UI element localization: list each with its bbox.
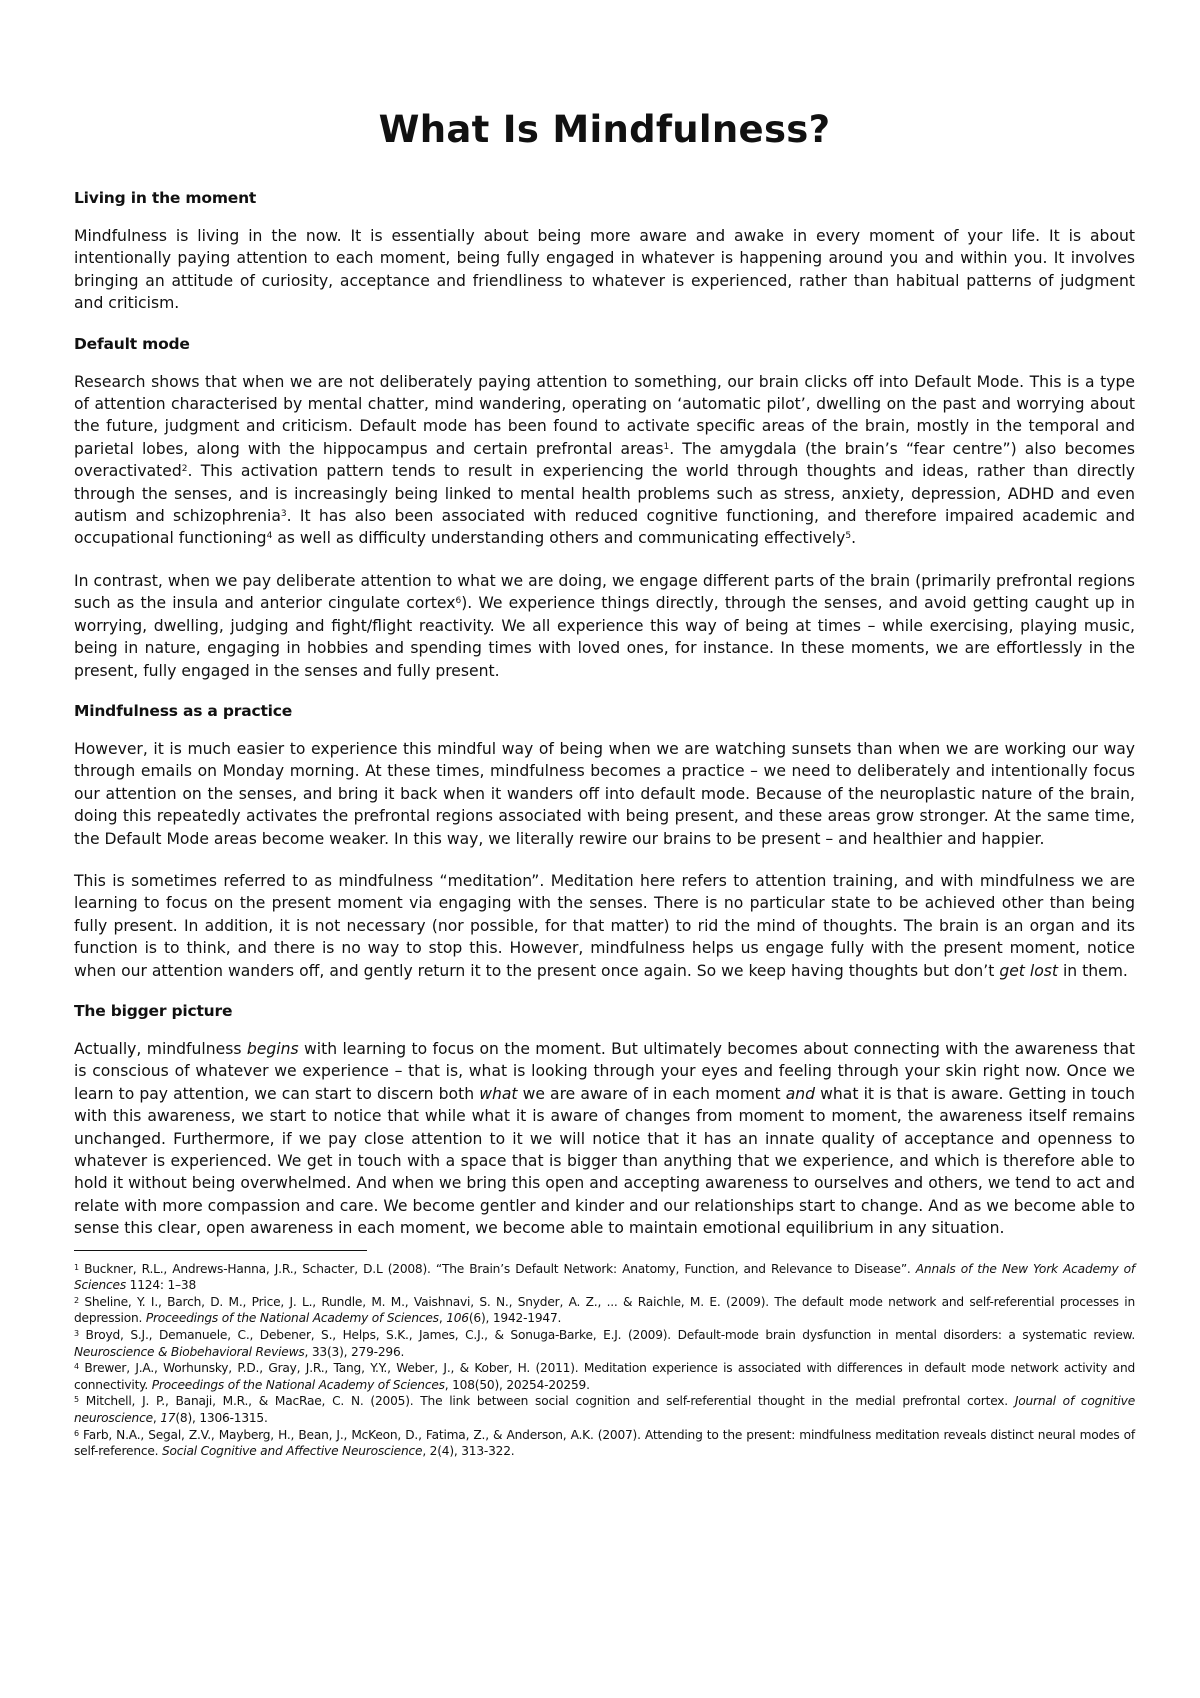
- page-title: What Is Mindfulness?: [378, 108, 831, 151]
- footnote-ref-4: 4: [266, 531, 273, 542]
- text-run: Research shows that when we are not deliberately paying attention to something, our brain clicks off into Default Mode. This is a type of attention characterised by mental chatter, mind wandering, operating on ‘automatic pilot’, dwelling on the past and worrying about the future, judgment and criticism. Default mode has been found to activate specific areas of the brain, mostly in the temporal and parietal lobes, along with the hippocampus and certain prefrontal areas: [74, 372, 1135, 458]
- footnote-number: 3: [74, 1329, 79, 1338]
- footnote-text: ,: [152, 1410, 161, 1425]
- footnote-text: ,: [438, 1311, 447, 1326]
- paragraph-practice-2: [74, 870, 1135, 982]
- footnote-volume: 17: [160, 1410, 176, 1425]
- text-run: . It has also been associated with reduced cognitive functioning, and therefore impaired academic and occupational functioning: [74, 507, 1135, 548]
- footnote-text: Brewer, J.A., Worhunsky, P.D., Gray, J.R., Tang, Y.Y., Weber, J., & Kober, H. (2011). Meditation experience is associated with differences in default mode network activity and connectivity.: [74, 1361, 1135, 1392]
- footnote-text: , 33(3), 279-296.: [304, 1344, 405, 1359]
- footnote-ref-3: 3: [280, 509, 287, 520]
- text-run: . This activation pattern tends to result in experiencing the world through thoughts and ideas, rather than directly through the senses, and is increasingly being linked to mental health problems such as stress, anxiety, depression, ADHD and even autism and schizophrenia: [74, 462, 1135, 526]
- footnote-journal: Proceedings of the National Academy of Sciences: [145, 1311, 439, 1326]
- footnote-text: Farb, N.A., Segal, Z.V., Mayberg, H., Bean, J., McKeon, D., Fatima, Z., & Anderson, A.K. (2007). Attending to the present: mindfulness meditation reveals distinct neural modes of self-reference.: [74, 1427, 1135, 1459]
- footnote-6: [74, 1427, 1135, 1460]
- footnote-ref-1: 1: [663, 441, 670, 452]
- text-run: with learning to focus on the moment. But ultimately becomes about connecting with the awareness that is conscious of whatever we experience – that is, what is looking through your eyes and feeling through your skin right now. Once we learn to pay attention, we can start to discern both: [74, 1039, 1135, 1103]
- text-run: in them.: [1058, 961, 1128, 980]
- text-run: This is sometimes referred to as mindfulness “meditation”. Meditation here refers to attention training, and with mindfulness we are learning to focus on the present moment via engaging with the senses. There is no particular state to be achieved other than being fully present. In addition, it is not necessary (nor possible, for that matter) to rid the mind of thoughts. The brain is an organ and its function is to think, and there is no way to stop this. However, mindfulness helps us engage fully with the present moment, notice when our attention wanders off, and gently return it to the present once again. So we keep having thoughts but don’t: [74, 871, 1135, 980]
- emphasis-text: get lost: [999, 961, 1058, 980]
- paragraph-default-mode-1: [74, 371, 1135, 550]
- footnote-number: 6: [74, 1428, 79, 1438]
- footnote-ref-6: 6: [455, 596, 462, 607]
- footnote-text: , 108(50), 20254-20259.: [444, 1377, 590, 1392]
- emphasis-text: and: [785, 1084, 816, 1103]
- footnote-text: Buckner, R.L., Andrews-Hanna, J.R., Schacter, D.L (2008). “The Brain’s Default Network: Anatomy, Function, and Relevance to Disease”.: [84, 1261, 916, 1276]
- emphasis-text: what: [479, 1084, 518, 1103]
- text-run: Actually, mindfulness: [74, 1039, 247, 1058]
- paragraph-bigger-picture: [74, 1038, 1135, 1240]
- footnote-journal: Social Cognitive and Affective Neuroscience: [162, 1444, 423, 1459]
- text-run: ). We experience things directly, through the senses, and avoid getting caught up in worrying, dwelling, judging and fight/flight reactivity. We all experience this way of being at times – while exercising, playing music, being in nature, engaging in hobbies and spending times with loved ones, for instance. In these moments, we are effortlessly in the present, fully engaged in the senses and fully present.: [74, 594, 1136, 680]
- footnote-number: 2: [74, 1295, 79, 1305]
- section-heading-default-mode: Default mode: [74, 334, 190, 353]
- text-run: as well as difficulty understanding others and communicating effectively: [272, 529, 846, 548]
- footnote-text: Broyd, S.J., Demanuele, C., Debener, S., Helps, S.K., James, C.J., & Sonuga-Barke, E.J. (2009). Default-mode brain dysfunction in mental disorders: a systematic review.: [85, 1328, 1135, 1342]
- footnote-journal: Annals of the New York Academy of Sciences: [74, 1261, 1135, 1293]
- footnote-text: 1124: 1–38: [126, 1278, 197, 1293]
- footnote-text: (8), 1306-1315.: [175, 1410, 268, 1425]
- section-heading-bigger-picture: The bigger picture: [74, 1001, 233, 1020]
- footnote-5: [74, 1393, 1135, 1426]
- footnote-number: 4: [74, 1362, 79, 1372]
- footnote-text: Sheline, Y. I., Barch, D. M., Price, J. L., Rundle, M. M., Vaishnavi, S. N., Snyder, A. Z., ... & Raichle, M. E. (2009). The default mode network and self-referential processes in depression.: [74, 1294, 1135, 1326]
- text-run: . The amygdala (the brain’s “fear centre”) also becomes overactivated: [74, 439, 1136, 481]
- text-run: what it is that is aware. Getting in touch with this awareness, we start to notice that while what it is aware of changes from moment to moment, the awareness itself remains unchanged. Furthermore, if we pay close attention to it we will notice that it has an innate quality of acceptance and openness to whatever is experienced. We get in touch with a space that is bigger than anything that we experience, and which is therefore able to hold it without being overwhelmed. And when we bring this open and accepting awareness to ourselves and others, we tend to act and relate with more compassion and care. We become gentler and kinder and our relationships start to change. And as we become able to sense this clear, open awareness in each moment, we become able to maintain emotional equilibrium in any situation.: [74, 1084, 1135, 1238]
- text-run: we are aware of in each moment: [517, 1084, 786, 1103]
- paragraph-practice-1: However, it is much easier to experience this mindful way of being when we are watching sunsets than when we are working our way through emails on Monday morning. At these times, mindfulness becomes a practice – we need to deliberately and intentionally focus our attention on the senses, and bring it back when it wanders off into default mode. Because of the neuroplastic nature of the brain, doing this repeatedly activates the prefrontal regions associated with being present, and these areas grow stronger. At the same time, the Default Mode areas become weaker. In this way, we literally rewire our brains to be present – and healthier and happier.: [74, 739, 1135, 848]
- section-heading-practice: Mindfulness as a practice: [74, 701, 293, 720]
- footnote-text: Mitchell, J. P., Banaji, M.R., & MacRae, C. N. (2005). The link between social cognition and self-referential thought in the medial prefrontal cortex.: [85, 1394, 1015, 1409]
- paragraph-default-mode-2: [74, 570, 1135, 682]
- footnote-ref-2: 2: [181, 464, 188, 475]
- footnote-text: (6), 1942-1947.: [468, 1311, 562, 1326]
- footnote-4: [74, 1360, 1135, 1393]
- paragraph-living: Mindfulness is living in the now. It is essentially about being more aware and awake in every moment of your life. It is about intentionally paying attention to each moment, being fully engaged in whatever is happening around you and within you. It involves bringing an attitude of curiosity, acceptance and friendliness to whatever is experienced, rather than habitual patterns of judgment and criticism.: [74, 227, 1135, 313]
- text-run: .: [851, 529, 857, 548]
- footnote-journal: Journal of cognitive neuroscience: [74, 1394, 1135, 1425]
- footnote-1: [74, 1261, 1135, 1294]
- footnote-text: , 2(4), 313-322.: [422, 1444, 515, 1459]
- footnote-volume: 106: [446, 1311, 469, 1326]
- footnote-journal: Neuroscience & Biobehavioral Reviews: [74, 1344, 305, 1359]
- footnote-number: 5: [74, 1395, 79, 1405]
- emphasis-text: begins: [246, 1039, 299, 1058]
- footnote-journal: Proceedings of the National Academy of Sciences: [151, 1377, 445, 1392]
- footnote-2: [74, 1294, 1135, 1327]
- text-run: In contrast, when we pay deliberate attention to what we are doing, we engage different parts of the brain (primarily prefrontal regions such as the insula and anterior cingulate cortex: [74, 571, 1135, 613]
- footnote-ref-5: 5: [845, 531, 852, 542]
- footnote-number: 1: [74, 1262, 79, 1272]
- footnote-separator: [74, 1250, 367, 1251]
- footnote-3: [74, 1327, 1135, 1360]
- section-heading-living: Living in the moment: [74, 189, 257, 207]
